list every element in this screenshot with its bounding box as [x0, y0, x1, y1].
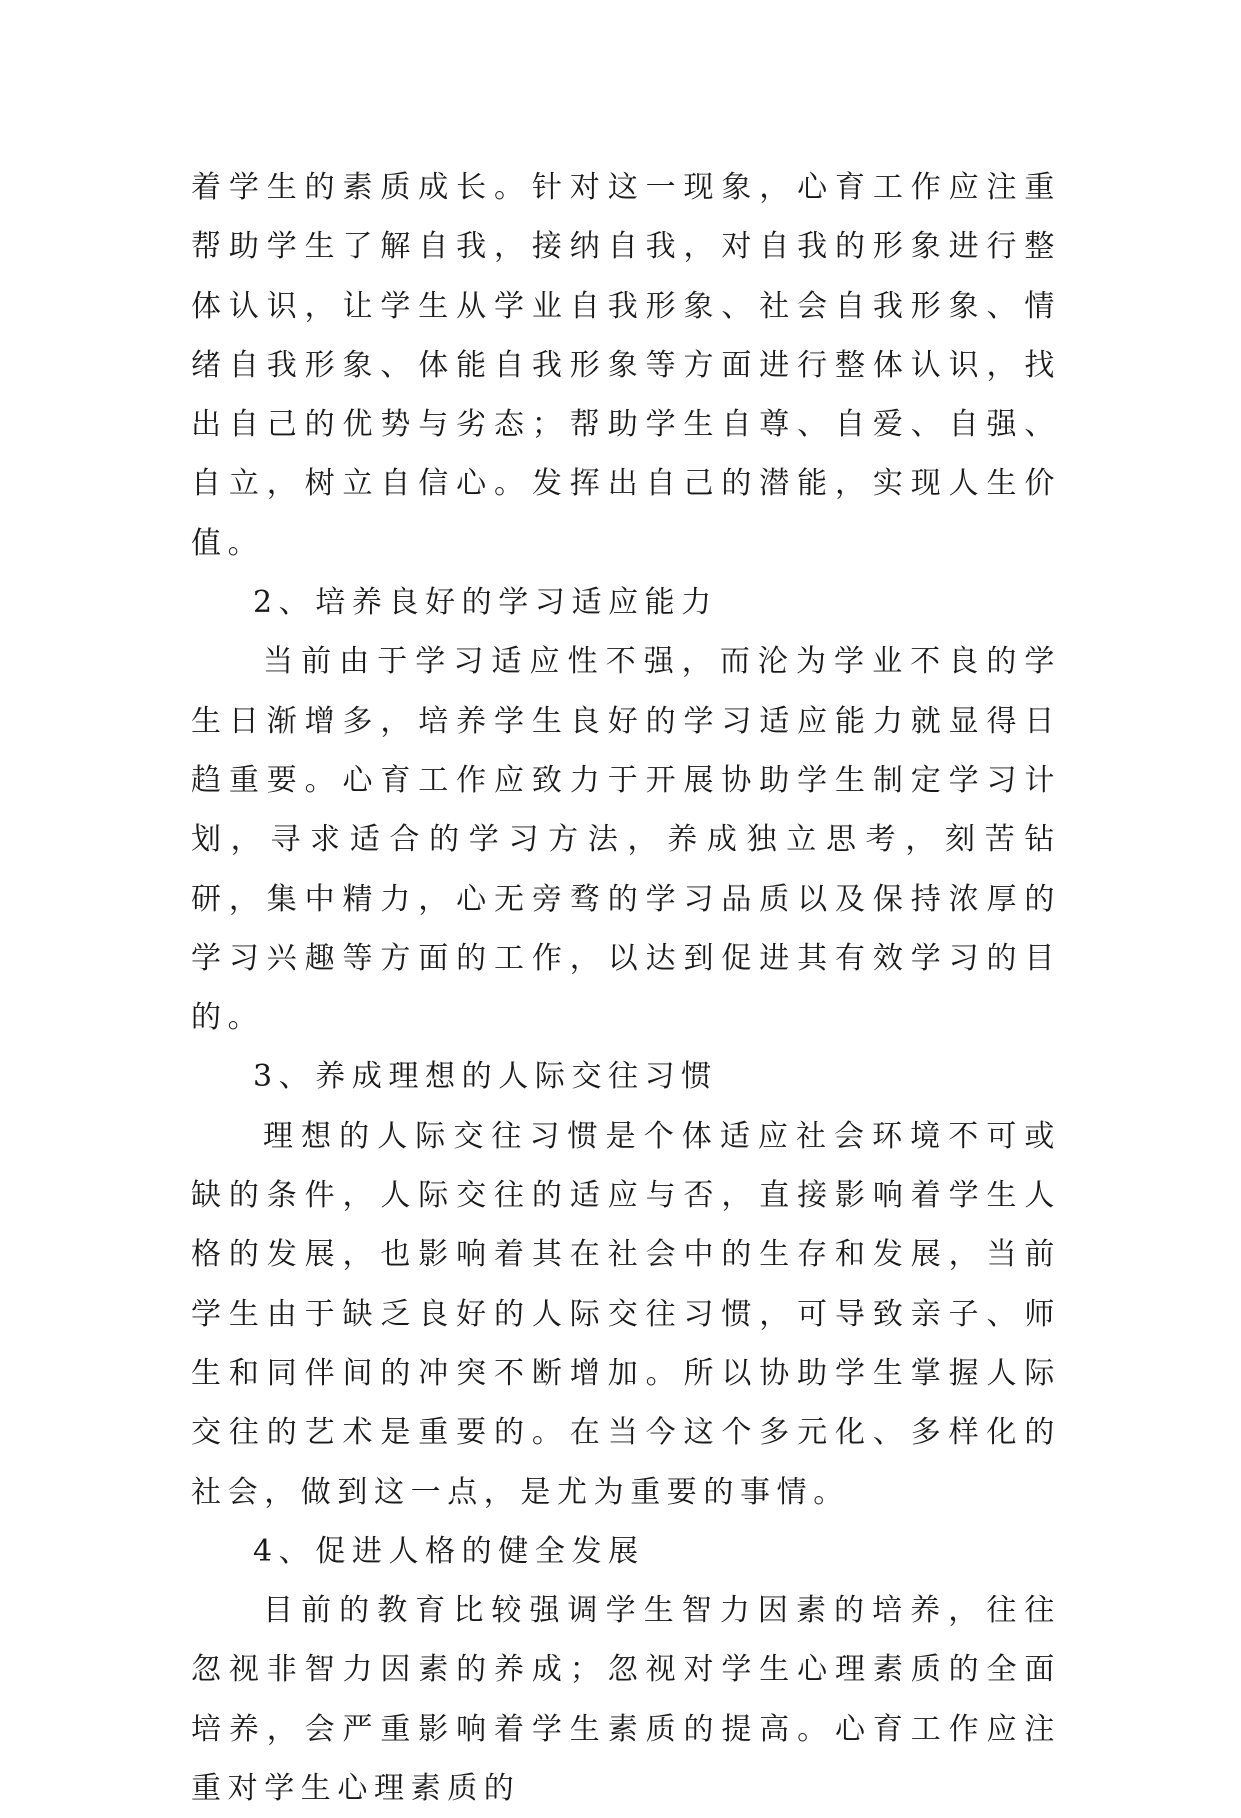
body-paragraph: 着学生的素质成长。针对这一现象，心育工作应注重帮助学生了解自我，接纳自我，对自我的形象进行整体认识，让学生从学业自我形象、社会自我形象、情绪自我形象、体能自我形象等方面进行整体认识，找出自己的优势与劣态；帮助学生自尊、自爱、自强、自立，树立自信心。发挥出自己的潜能，实现人生价值。 [191, 170, 1061, 561]
section-heading: 3、养成理想的人际交往习惯 [253, 1059, 718, 1095]
document-body [191, 158, 1061, 1818]
body-paragraph: 当前由于学习适应性不强，而沦为学业不良的学生日渐增多，培养学生良好的学习适应能力就显得日趋重要。心育工作应致力于开展协助学生制定学习计划，寻求适合的学习方法，养成独立思考，刻苦钻研，集中精力，心无旁骛的学习品质以及保持浓厚的学习兴趣等方面的工作，以达到促进其有效学习的目的。 [191, 644, 1061, 1036]
section-heading: 2、培养良好的学习适应能力 [253, 585, 718, 621]
body-paragraph: 目前的教育比较强调学生智力因素的培养，往往忽视非智力因素的养成；忽视对学生心理素质的全面培养，会严重影响着学生素质的提高。心育工作应注重对学生心理素质的 [191, 1593, 1061, 1807]
body-paragraph: 理想的人际交往习惯是个体适应社会环境不可或缺的条件，人际交往的适应与否，直接影响着学生人格的发展，也影响着其在社会中的生存和发展，当前学生由于缺乏良好的人际交往习惯，可导致亲子、师生和同伴间的冲突不断增加。所以协助学生掌握人际交往的艺术是重要的。在当今这个多元化、多样化的社会，做到这一点，是尤为重要的事情。 [191, 1118, 1061, 1510]
section-heading: 4、促进人格的健全发展 [253, 1533, 645, 1569]
